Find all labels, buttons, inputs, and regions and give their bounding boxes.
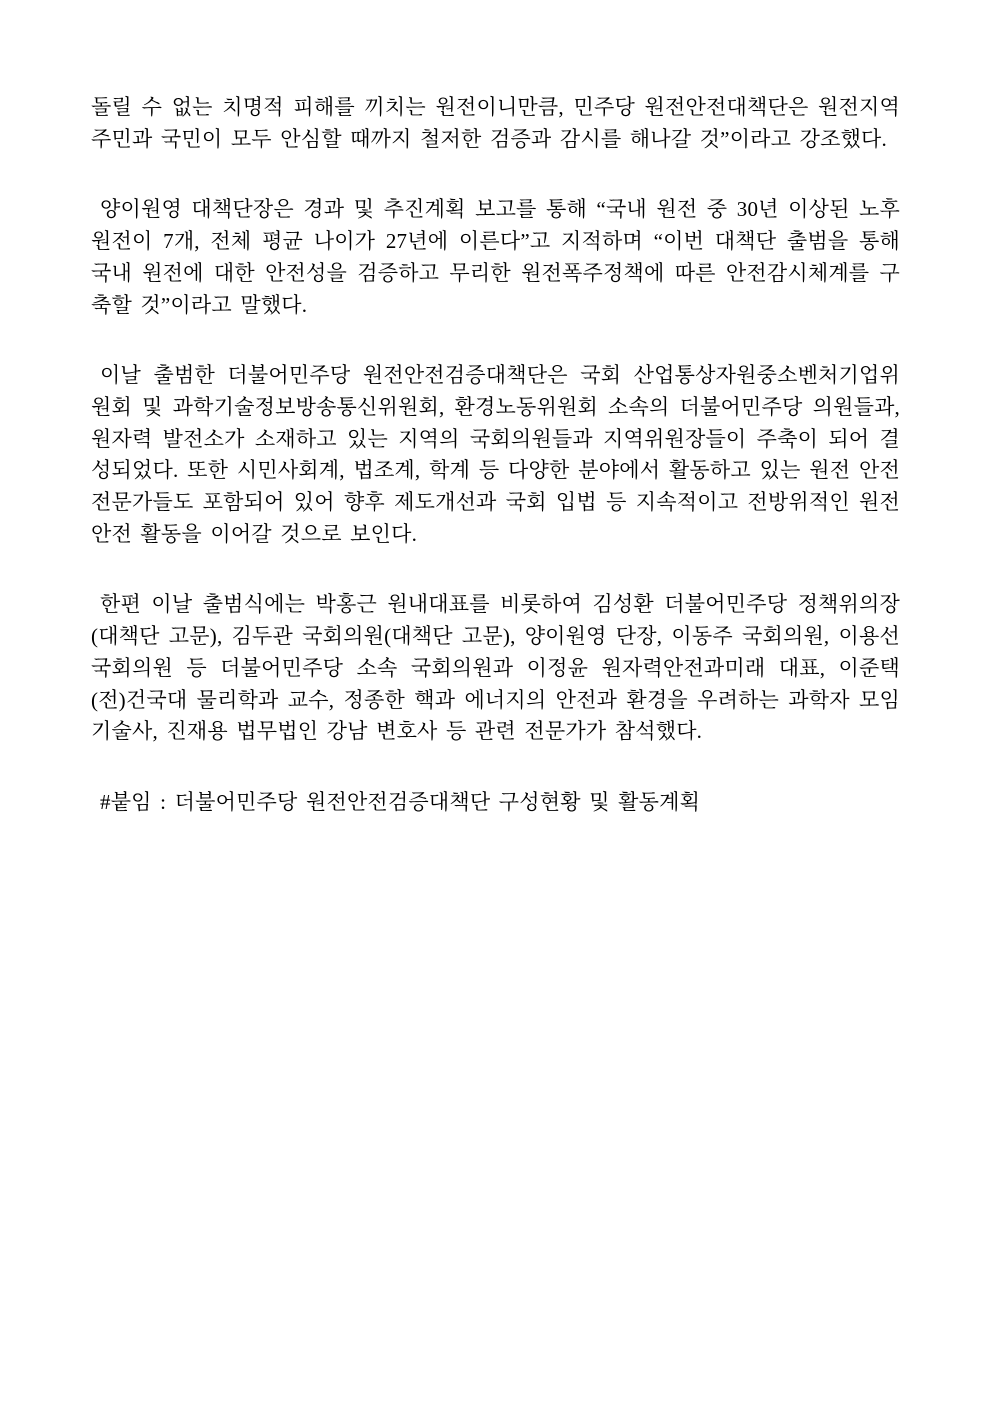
body-paragraph-1: 돌릴 수 없는 치명적 피해를 끼치는 원전이니만큼, 민주당 원전안전대책단은 원전지역 주민과 국민이 모두 안심할 때까지 철저한 검증과 감시를 해나갈 것”이라고 강조했다. xyxy=(91,95,900,151)
body-paragraph-2: 양이원영 대책단장은 경과 및 추진계획 보고를 통해 “국내 원전 중 30년 이상된 노후원전이 7개, 전체 평균 나이가 27년에 이른다”고 지적하며 “이번 대책단 출범을 통해 국내 원전에 대한 안전성을 검증하고 무리한 원전폭주정책에 따른 안전감시체계를 구축할 것”이라고 말했다. xyxy=(91,197,900,317)
attachment-note: #붙임 : 더불어민주당 원전안전검증대책단 구성현황 및 활동계획 xyxy=(100,789,701,814)
body-paragraph-4: 한편 이날 출범식에는 박홍근 원내대표를 비롯하여 김성환 더불어민주당 정책위의장(대책단 고문), 김두관 국회의원(대책단 고문), 양이원영 단장, 이동주 국회의원, 이용선 국회의원 등 더불어민주당 소속 국회의원과 이정윤 원자력안전과미래 대표, 이준택 (전)건국대 물리학과 교수, 정종한 핵과 에너지의 안전과 환경을 우려하는 과학자 모임 기술사, 진재용 법무법인 강남 변호사 등 관련 전문가가 참석했다. xyxy=(91,592,900,744)
body-paragraph-3: 이날 출범한 더불어민주당 원전안전검증대책단은 국회 산업통상자원중소벤처기업위원회 및 과학기술정보방송통신위원회, 환경노동위원회 소속의 더불어민주당 의원들과, 원자력 발전소가 소재하고 있는 지역의 국회의원들과 지역위원장들이 주축이 되어 결성되었다. 또한 시민사회계, 법조계, 학계 등 다양한 분야에서 활동하고 있는 원전 안전 전문가들도 포함되어 있어 향후 제도개선과 국회 입법 등 지속적이고 전방위적인 원전안전 활동을 이어갈 것으로 보인다. xyxy=(91,363,900,546)
